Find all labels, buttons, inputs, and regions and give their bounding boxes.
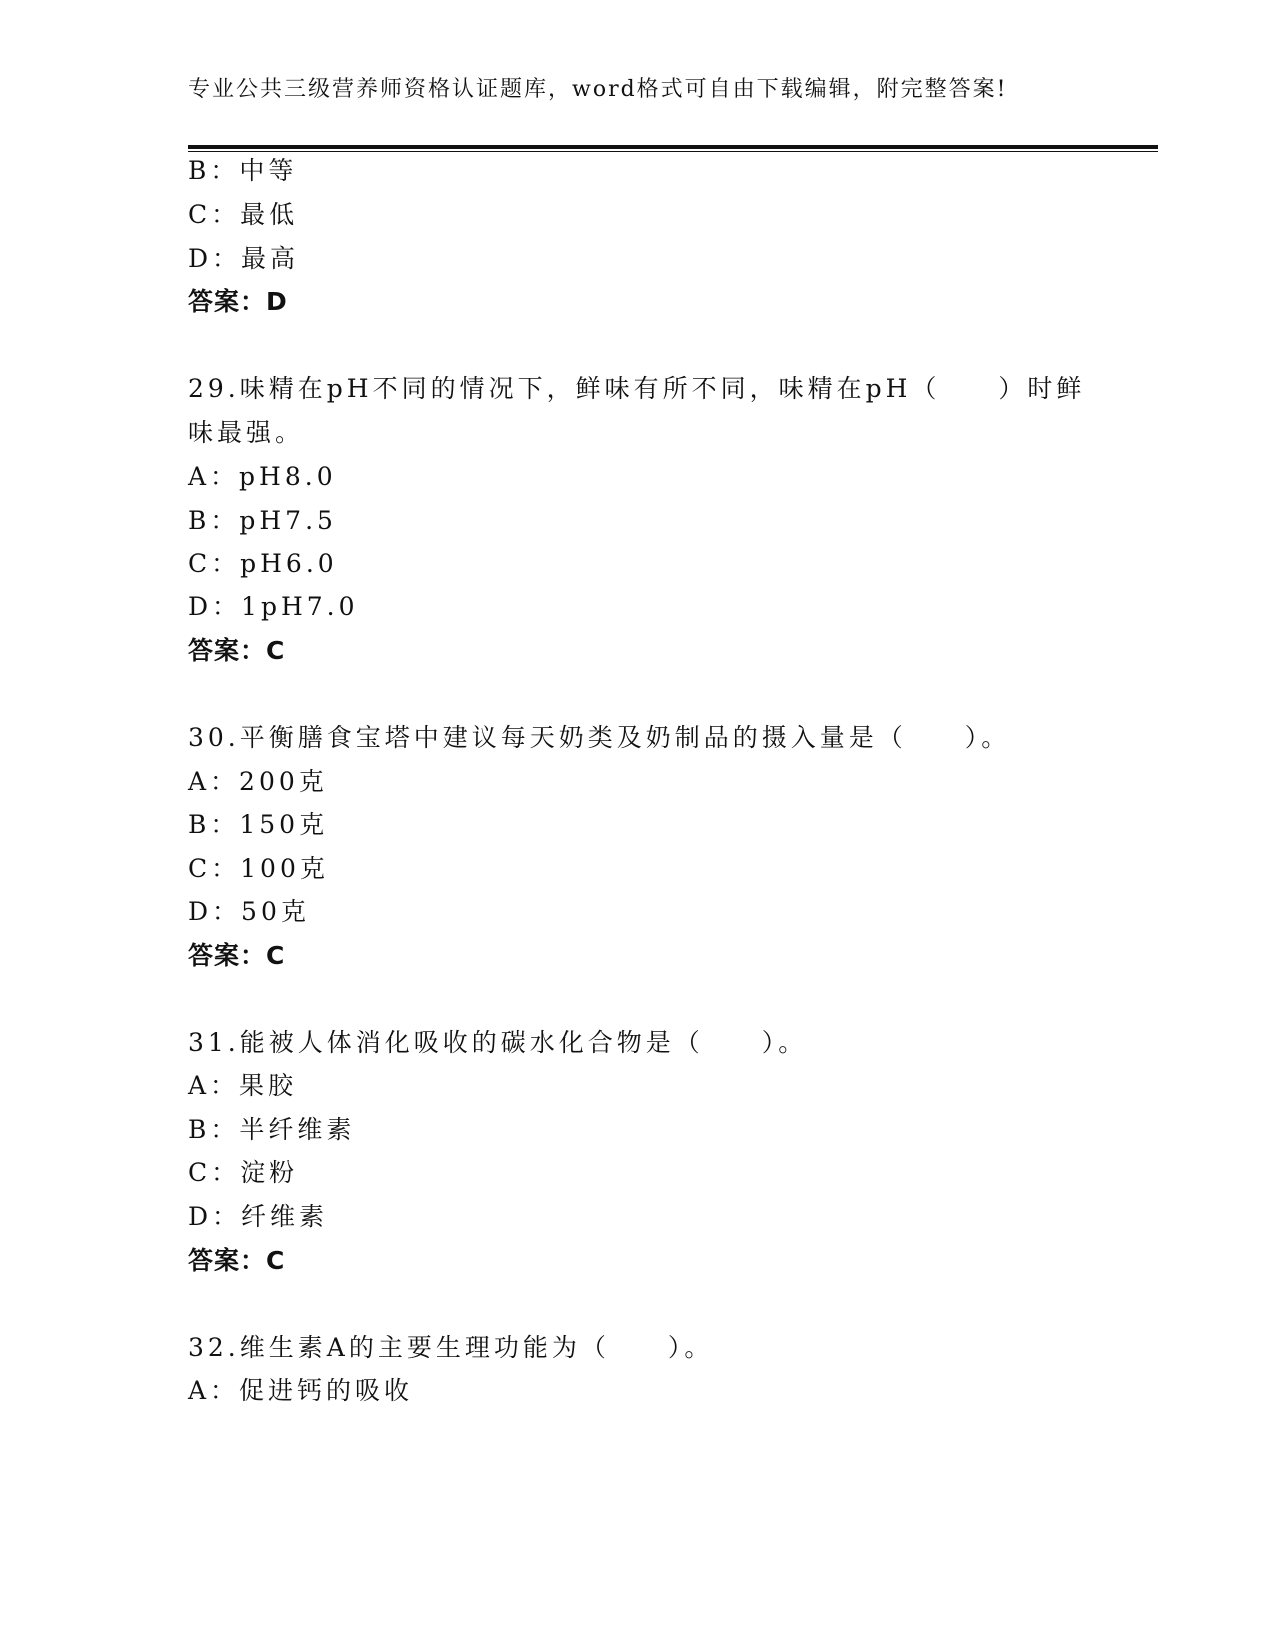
option-b: B：半纤维素: [188, 1115, 356, 1144]
option-b: B：pH7.5: [188, 506, 337, 535]
header-rule-thick: [188, 145, 1158, 149]
question-stem: 30.平衡膳食宝塔中建议每天奶类及奶制品的摄入量是（ ）。: [188, 723, 1011, 752]
option-d: D：纤维素: [188, 1202, 329, 1231]
option-c: C：pH6.0: [188, 549, 338, 578]
option-d: D：最高: [188, 244, 300, 273]
option-d: D：50克: [188, 897, 310, 926]
option-a: A：pH8.0: [188, 462, 337, 491]
option-b: B：150克: [188, 810, 329, 839]
option-a: A：果胶: [188, 1071, 298, 1100]
answer: 答案：C: [188, 1246, 286, 1275]
answer: 答案：D: [188, 287, 288, 316]
option-c: C：淀粉: [188, 1158, 299, 1187]
option-c: C：100克: [188, 854, 329, 883]
answer: 答案：C: [188, 941, 286, 970]
answer: 答案：C: [188, 636, 286, 665]
option-a: A：200克: [188, 767, 328, 796]
header-rule-thin: [188, 151, 1158, 152]
option-a: A：促进钙的吸收: [188, 1376, 414, 1405]
question-stem-continued: 味最强。: [188, 418, 305, 447]
option-b: B：中等: [188, 156, 298, 185]
option-d: D：1pH7.0: [188, 592, 359, 621]
question-stem: 31.能被人体消化吸收的碳水化合物是（ ）。: [188, 1028, 808, 1057]
option-c: C：最低: [188, 200, 299, 229]
question-stem: 32.维生素A的主要生理功能为（ ）。: [188, 1333, 714, 1362]
question-stem: 29.味精在pH不同的情况下，鲜味有所不同，味精在pH（ ）时鲜: [188, 374, 1086, 403]
page-header: 专业公共三级营养师资格认证题库，word格式可自由下载编辑，附完整答案!: [188, 77, 1008, 102]
